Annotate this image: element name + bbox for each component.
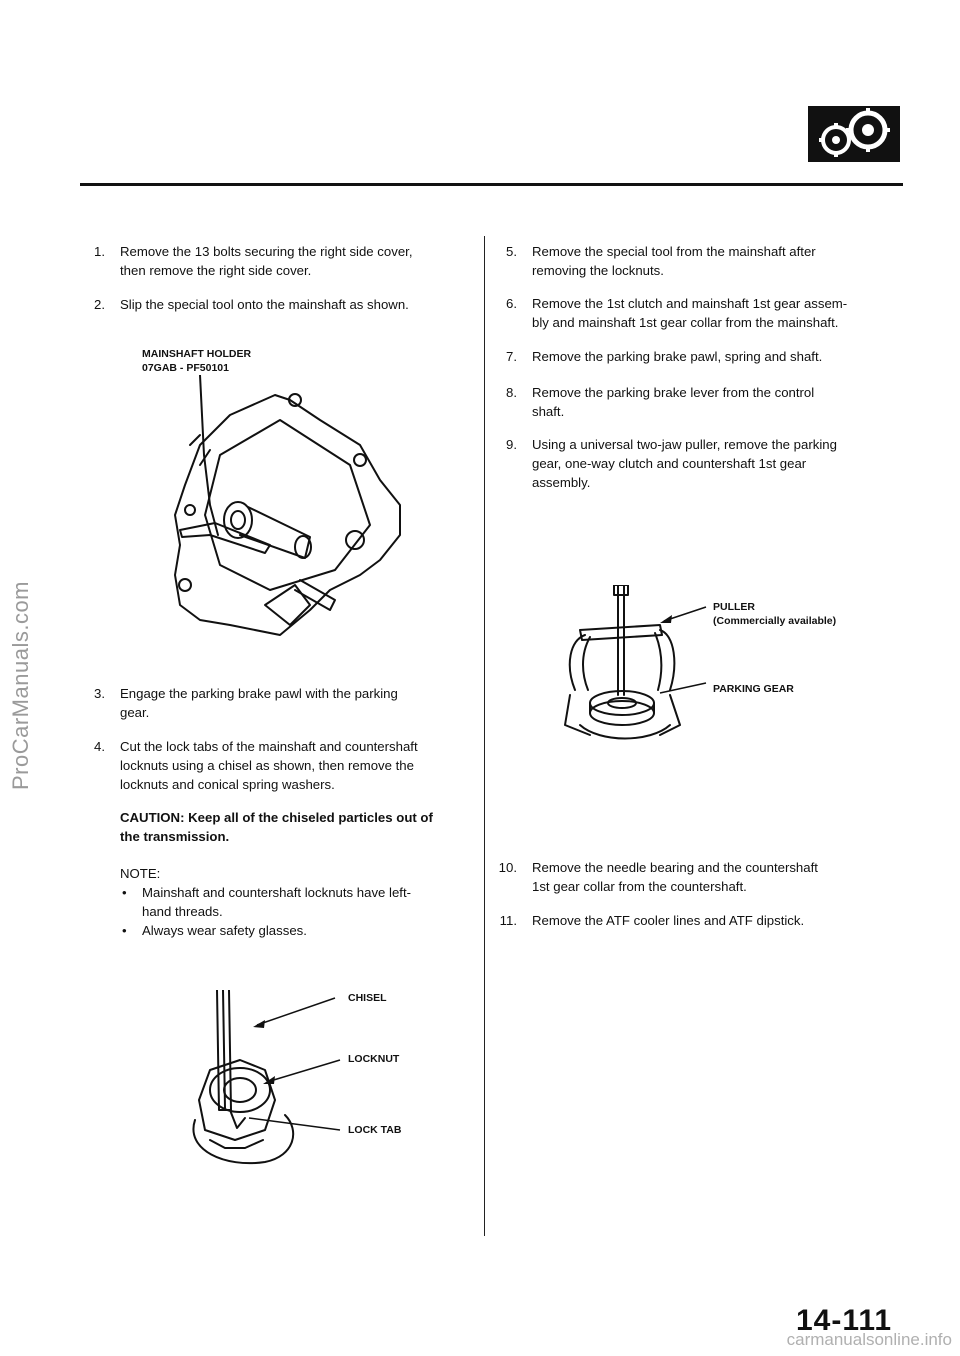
parking-gear-label: PARKING GEAR [713, 683, 794, 695]
side-watermark: ProCarManuals.com [8, 580, 33, 790]
locknut-label: LOCKNUT [348, 1053, 400, 1065]
bottom-watermark: carmanualsonline.info [786, 1330, 952, 1349]
note-heading: NOTE: [120, 866, 161, 881]
lock-tab-label: LOCK TAB [348, 1124, 402, 1136]
puller-illustration [560, 585, 710, 745]
header-rule [80, 183, 903, 186]
chisel-label: CHISEL [348, 992, 387, 1004]
column-divider [484, 236, 485, 1236]
chisel-locknut-illustration [185, 990, 350, 1170]
transmission-section-icon [808, 106, 900, 162]
caution-text: CAUTION: Keep all of the chiseled particles out of the transmission. [120, 810, 433, 844]
page-number: 14-111 [796, 1304, 893, 1337]
mainshaft-holder-label: MAINSHAFT HOLDER 07GAB - PF50101 [142, 348, 252, 374]
mainshaft-holder-illustration [160, 375, 420, 645]
puller-label: PULLER (Commercially available) [713, 601, 837, 627]
